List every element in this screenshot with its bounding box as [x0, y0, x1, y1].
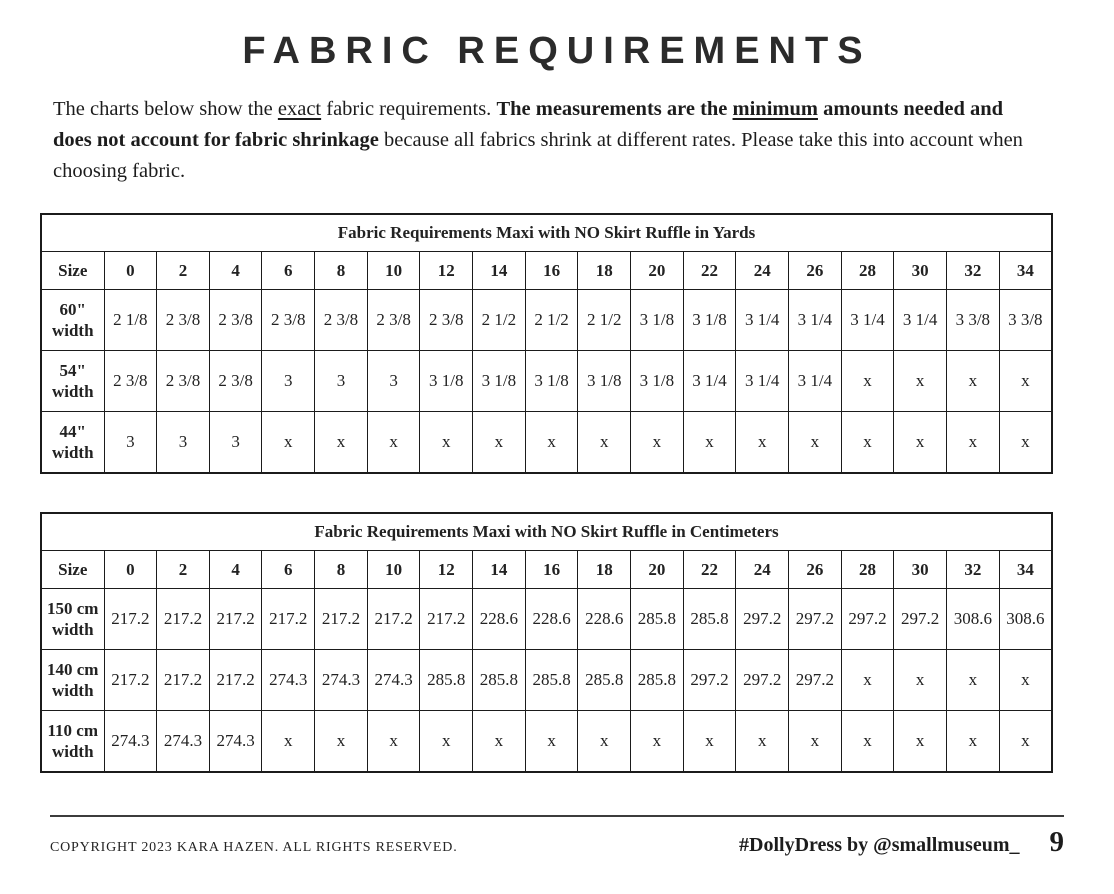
data-cell: 3 1/4	[736, 290, 789, 351]
data-cell: 274.3	[157, 711, 210, 773]
row-label-cell: 44" width	[41, 412, 104, 474]
data-cell: x	[315, 412, 368, 474]
data-cell: 2 3/8	[315, 290, 368, 351]
data-cell: 274.3	[209, 711, 262, 773]
data-cell: 3 1/8	[578, 351, 631, 412]
intro-paragraph	[53, 94, 1043, 186]
data-cell: x	[631, 711, 684, 773]
size-value-cell: 12	[420, 252, 473, 290]
row-label-cell: 140 cm width	[41, 650, 104, 711]
data-cell: x	[789, 412, 842, 474]
intro-text-run: minimum	[732, 98, 818, 120]
size-value-cell: 8	[315, 551, 368, 589]
data-cell: 2 3/8	[209, 290, 262, 351]
data-cell: x	[841, 650, 894, 711]
data-cell: 3 3/8	[999, 290, 1052, 351]
data-cell: 2 3/8	[104, 351, 157, 412]
data-cell: 217.2	[420, 589, 473, 650]
size-value-cell: 34	[999, 551, 1052, 589]
data-cell: 3 1/8	[631, 351, 684, 412]
data-cell: x	[525, 412, 578, 474]
data-cell: 297.2	[894, 589, 947, 650]
data-cell: 3 1/4	[789, 351, 842, 412]
data-cell: 2 1/8	[104, 290, 157, 351]
intro-text-run: exact	[277, 98, 322, 120]
data-cell: x	[894, 711, 947, 773]
data-cell: 3 1/8	[525, 351, 578, 412]
size-value-cell: 0	[104, 551, 157, 589]
data-cell: 297.2	[736, 650, 789, 711]
data-cell: 2 3/8	[420, 290, 473, 351]
data-cell: x	[894, 650, 947, 711]
data-cell: x	[420, 412, 473, 474]
data-cell: 3 1/8	[473, 351, 526, 412]
footer-credit-group	[739, 826, 1064, 859]
table-row	[41, 589, 1052, 650]
data-cell: 217.2	[157, 589, 210, 650]
intro-text-run: fabric requirements.	[321, 98, 497, 120]
data-cell: x	[631, 412, 684, 474]
table-title-row	[41, 214, 1052, 252]
data-cell: 228.6	[525, 589, 578, 650]
data-cell: 285.8	[525, 650, 578, 711]
data-cell: 3	[104, 412, 157, 474]
data-cell: x	[420, 711, 473, 773]
data-cell: 3	[157, 412, 210, 474]
data-cell: 228.6	[473, 589, 526, 650]
data-cell: x	[736, 711, 789, 773]
data-cell: 297.2	[683, 650, 736, 711]
table-title: Fabric Requirements Maxi with NO Skirt Ruffle in Centimeters	[41, 513, 1052, 551]
row-label-cell: 54" width	[41, 351, 104, 412]
table-row	[41, 711, 1052, 773]
data-cell: 274.3	[262, 650, 315, 711]
intro-text-run: The charts below show the	[53, 98, 278, 120]
data-cell: 308.6	[999, 589, 1052, 650]
size-value-cell: 4	[209, 252, 262, 290]
data-cell: 2 1/2	[473, 290, 526, 351]
copyright-text: COPYRIGHT 2023 KARA HAZEN. ALL RIGHTS RESERVED.	[50, 840, 458, 856]
size-value-cell: 32	[947, 252, 1000, 290]
intro-text-run: The measurements are the	[496, 98, 733, 120]
size-value-cell: 34	[999, 252, 1052, 290]
data-cell: x	[683, 711, 736, 773]
size-value-cell: 16	[525, 551, 578, 589]
credit-text: #DollyDress by @smallmuseum_	[739, 834, 1020, 857]
data-cell: x	[841, 351, 894, 412]
data-cell: 274.3	[104, 711, 157, 773]
data-cell: 3 1/4	[894, 290, 947, 351]
data-cell: x	[262, 711, 315, 773]
data-cell: x	[578, 412, 631, 474]
data-cell: x	[999, 650, 1052, 711]
size-value-cell: 20	[631, 252, 684, 290]
row-label-cell: 150 cm width	[41, 589, 104, 650]
size-header-row	[41, 551, 1052, 589]
intro-text-run: because all fabrics shrink at different rates. Please take this into account when choosing fabric.	[53, 128, 1023, 182]
data-cell: 297.2	[841, 589, 894, 650]
data-cell: 2 3/8	[157, 290, 210, 351]
data-cell: x	[947, 351, 1000, 412]
data-cell: 3 1/4	[683, 351, 736, 412]
document-page	[0, 30, 1114, 894]
size-value-cell: 6	[262, 551, 315, 589]
size-value-cell: 20	[631, 551, 684, 589]
size-value-cell: 32	[947, 551, 1000, 589]
footer-divider	[50, 815, 1064, 817]
data-cell: 2 3/8	[262, 290, 315, 351]
data-cell: 217.2	[104, 650, 157, 711]
data-cell: x	[578, 711, 631, 773]
size-value-cell: 4	[209, 551, 262, 589]
data-cell: 3 3/8	[947, 290, 1000, 351]
data-cell: 2 3/8	[367, 290, 420, 351]
data-cell: x	[789, 711, 842, 773]
data-cell: 274.3	[315, 650, 368, 711]
data-cell: x	[999, 351, 1052, 412]
data-cell: 228.6	[578, 589, 631, 650]
table-row	[41, 412, 1052, 474]
data-cell: x	[841, 711, 894, 773]
size-value-cell: 6	[262, 252, 315, 290]
yards-requirements-table	[40, 213, 1053, 474]
data-cell: x	[894, 412, 947, 474]
data-cell: 297.2	[736, 589, 789, 650]
size-header-row	[41, 252, 1052, 290]
data-cell: 217.2	[157, 650, 210, 711]
data-cell: 3 1/8	[631, 290, 684, 351]
data-cell: 285.8	[631, 650, 684, 711]
size-value-cell: 12	[420, 551, 473, 589]
table-row	[41, 650, 1052, 711]
table-row	[41, 290, 1052, 351]
page-title: FABRIC REQUIREMENTS	[242, 30, 872, 72]
data-cell: 217.2	[315, 589, 368, 650]
size-value-cell: 28	[841, 252, 894, 290]
data-cell: 297.2	[789, 589, 842, 650]
data-cell: 285.8	[473, 650, 526, 711]
table-row	[41, 351, 1052, 412]
data-cell: x	[262, 412, 315, 474]
data-cell: x	[894, 351, 947, 412]
size-header-cell: Size	[41, 252, 104, 290]
size-header-cell: Size	[41, 551, 104, 589]
data-cell: 2 3/8	[209, 351, 262, 412]
table-title: Fabric Requirements Maxi with NO Skirt Ruffle in Yards	[41, 214, 1052, 252]
data-cell: x	[999, 412, 1052, 474]
data-cell: 3	[262, 351, 315, 412]
data-cell: 3	[209, 412, 262, 474]
intro-text-run: amounts needed and does not account for fabric shrinkage	[53, 98, 1004, 151]
size-value-cell: 24	[736, 252, 789, 290]
data-cell: 3	[367, 351, 420, 412]
data-cell: x	[736, 412, 789, 474]
data-cell: 217.2	[104, 589, 157, 650]
data-cell: 285.8	[578, 650, 631, 711]
data-cell: 285.8	[631, 589, 684, 650]
table-title-row	[41, 513, 1052, 551]
size-value-cell: 18	[578, 252, 631, 290]
data-cell: 2 1/2	[525, 290, 578, 351]
size-value-cell: 10	[367, 551, 420, 589]
row-label-cell: 60" width	[41, 290, 104, 351]
size-value-cell: 22	[683, 252, 736, 290]
size-value-cell: 0	[104, 252, 157, 290]
data-cell: 2 1/2	[578, 290, 631, 351]
page-number: 9	[1049, 826, 1064, 859]
size-value-cell: 8	[315, 252, 368, 290]
data-cell: 285.8	[420, 650, 473, 711]
data-cell: 217.2	[209, 589, 262, 650]
data-cell: 217.2	[209, 650, 262, 711]
data-cell: 217.2	[262, 589, 315, 650]
size-value-cell: 14	[473, 551, 526, 589]
data-cell: 3 1/4	[841, 290, 894, 351]
size-value-cell: 10	[367, 252, 420, 290]
size-value-cell: 26	[789, 551, 842, 589]
data-cell: x	[367, 412, 420, 474]
data-cell: 3 1/4	[736, 351, 789, 412]
size-value-cell: 2	[157, 252, 210, 290]
footer	[50, 826, 1064, 859]
data-cell: x	[999, 711, 1052, 773]
data-cell: 274.3	[367, 650, 420, 711]
size-value-cell: 14	[473, 252, 526, 290]
data-cell: 3 1/4	[789, 290, 842, 351]
size-value-cell: 2	[157, 551, 210, 589]
data-cell: x	[473, 412, 526, 474]
centimeters-requirements-table	[40, 512, 1053, 773]
size-value-cell: 26	[789, 252, 842, 290]
data-cell: 217.2	[367, 589, 420, 650]
size-value-cell: 16	[525, 252, 578, 290]
data-cell: 285.8	[683, 589, 736, 650]
data-cell: x	[947, 711, 1000, 773]
size-value-cell: 30	[894, 551, 947, 589]
size-value-cell: 30	[894, 252, 947, 290]
data-cell: x	[683, 412, 736, 474]
size-value-cell: 24	[736, 551, 789, 589]
size-value-cell: 22	[683, 551, 736, 589]
size-value-cell: 18	[578, 551, 631, 589]
data-cell: 308.6	[947, 589, 1000, 650]
size-value-cell: 28	[841, 551, 894, 589]
data-cell: 297.2	[789, 650, 842, 711]
data-cell: x	[947, 650, 1000, 711]
data-cell: x	[947, 412, 1000, 474]
data-cell: x	[841, 412, 894, 474]
data-cell: x	[525, 711, 578, 773]
data-cell: 3 1/8	[420, 351, 473, 412]
row-label-cell: 110 cm width	[41, 711, 104, 773]
data-cell: x	[473, 711, 526, 773]
data-cell: x	[315, 711, 368, 773]
data-cell: 3 1/8	[683, 290, 736, 351]
data-cell: x	[367, 711, 420, 773]
data-cell: 2 3/8	[157, 351, 210, 412]
data-cell: 3	[315, 351, 368, 412]
